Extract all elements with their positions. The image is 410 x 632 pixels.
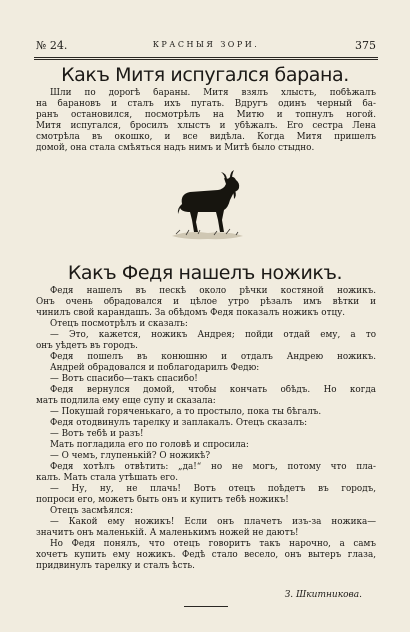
text-line: Федя нашелъ въ пескѣ около рѣчки костяной ножикъ.: [50, 286, 376, 296]
running-head: [36, 39, 376, 53]
text-line: смотрѣла въ окошко, и все видѣла. Когда Митя пришелъ: [36, 132, 376, 142]
text-line: Отецъ посмотрѣлъ и сказалъ:: [50, 319, 188, 329]
page-number: 375: [355, 39, 376, 52]
text-line: — О чемъ, глупенькій? О ножикѣ?: [50, 451, 211, 461]
story-title-knife: Какъ Федя нашелъ ножикъ.: [67, 262, 343, 284]
text-line: Федя пошелъ въ конюшню и отдалъ Андрею ножикъ.: [50, 352, 376, 362]
text-line: — Вотъ спасибо—такъ спасибо!: [50, 374, 198, 384]
header-rule-bottom: [34, 59, 378, 60]
text-line: калъ. Мать стала утѣшать его.: [36, 473, 179, 483]
text-line: придвинулъ тарелку и сталъ ѣсть.: [36, 561, 195, 571]
goat-icon: [168, 170, 246, 242]
end-rule: [184, 606, 228, 607]
text-line: Мать погладила его по головѣ и спросила:: [50, 440, 249, 450]
story-title-ram: Какъ Митя испугался барана.: [61, 64, 349, 86]
text-line: значитъ онъ маленькій. А маленькимъ ножей не даютъ!: [36, 528, 299, 538]
text-line: мать подлила ему еще супу и сказала:: [36, 396, 216, 406]
text-line: — Какой ему ножикъ! Если онъ плачетъ изъ-за ножика—: [50, 517, 376, 527]
text-line: хочетъ купить ему ножикъ. Федѣ стало весело, онъ вытеръ глаза,: [36, 550, 376, 560]
text-line: Шли по дорогѣ бараны. Митя взялъ хлыстъ, побѣжалъ: [50, 88, 376, 98]
text-line: Федя вернулся домой, чтобы кончать обѣдъ. Но когда: [50, 385, 376, 395]
story-text-ram: [36, 88, 376, 154]
text-line: Но Федя понялъ, что отецъ говоритъ такъ нарочно, а самъ: [50, 539, 376, 549]
text-line: домой, она стала смѣяться надъ нимъ и Митѣ было стыдно.: [36, 143, 315, 153]
header-rule-top: [34, 57, 378, 58]
text-line: Митя испугался, бросилъ хлыстъ и убѣжалъ. Его сестра Лена: [36, 121, 376, 131]
text-line: Федя отодвинулъ тарелку и заплакалъ. Отецъ сказалъ:: [50, 418, 308, 428]
text-line: Онъ очень обрадовался и цѣлое утро рѣзалъ имъ вѣтки и: [36, 297, 376, 307]
text-line: — Покушай горяченькаго, а то простыло, пока ты бѣгалъ.: [50, 407, 322, 417]
journal-title: КРАСНЫЯ ЗОРИ.: [152, 40, 260, 49]
text-line: попроси его, можетъ быть онъ и купитъ тебѣ ножикъ!: [36, 495, 289, 505]
text-line: Федя хотѣлъ отвѣтить: „да!“ но не могъ, потому что пла-: [50, 462, 376, 472]
story-text-knife: [36, 286, 376, 572]
text-line: Отецъ засмѣялся:: [50, 506, 134, 516]
text-line: Андрей обрадовался и поблагодарилъ Федю:: [50, 363, 260, 373]
text-line: — Вотъ тебѣ и разъ!: [50, 429, 144, 439]
text-line: чинилъ свой карандашъ. За обѣдомъ Федя показалъ ножикъ отцу.: [36, 308, 346, 318]
text-line: ранъ остановился, посмотрѣлъ на Митю и топнулъ ногой.: [36, 110, 376, 120]
text-line: онъ уѣдетъ въ городъ.: [36, 341, 138, 351]
text-line: — Ну, ну, не плачь! Вотъ отецъ поѣдетъ въ городъ,: [50, 484, 376, 494]
issue-number: № 24.: [36, 39, 68, 52]
text-line: — Это, кажется, ножикъ Андрея; пойди отдай ему, а то: [50, 330, 376, 340]
text-line: на барановъ и сталъ ихъ пугать. Вдругъ одинъ черный ба-: [36, 99, 376, 109]
author-signature: З. Шкитникова.: [284, 590, 362, 600]
